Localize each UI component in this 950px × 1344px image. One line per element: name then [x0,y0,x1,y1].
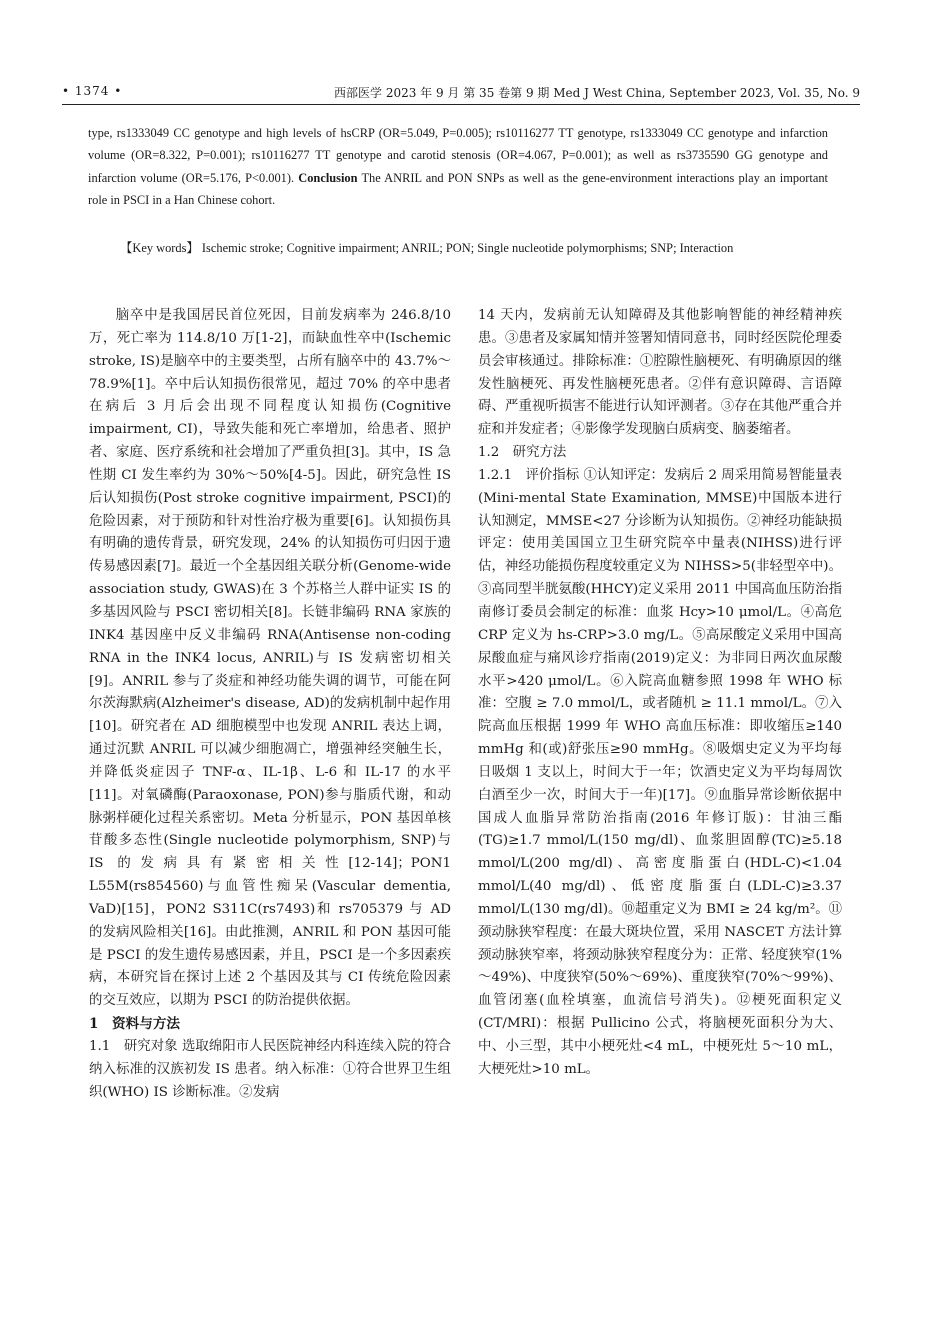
abstract-continuation [88,122,828,212]
subsection-1-1-text: 选取绵阳市人民医院神经内科连续入院的符合纳入标准的汉族初发 IS 患者。纳入标准：①符合世界卫生组织(WHO) IS 诊断标准。②发病 [89,1039,452,1100]
subsection-1-1-title: 1.1 研究对象 [89,1039,178,1054]
keywords-text: Ischemic stroke; Cognitive impairment; ANRIL; PON; Single nucleotide polymorphisms; SNP; Interaction [201,241,734,255]
keywords [88,237,828,259]
subsection-1-2-1-text: ①认知评定：发病后 2 周采用简易智能量表(Mini-mental State Examination, MMSE)中国版本进行认知测定，MMSE<27 分诊断为认知损伤。②神经功能缺损评定：使用美国国立卫生研究院卒中量表(NIHSS)进行评估，神经功能损伤程度较重定义为 NIHSS>5(非轻型卒中)。③高同型半胱氨酸(HHCY)定义采用 2011 中国高血压防治指南修订委员会制定的标准：血浆 Hcy>10 μmol/L。④高危 CRP 定义为 hs-CRP>3.0 mg/L。⑤高尿酸定义采用中国高尿酸血症与痛风诊疗指南(2019)定义：为非同日两次血尿酸水平>420 μmol/L。⑥入院高血糖参照 1998 年 WHO 标准：空腹 ≥ 7.0 mmol/L，或者随机 ≥ 11.1 mmol/L。⑦入院高血压根据 1999 年 WHO 高血压标准：即收缩压≥140 mmHg 和(或)舒张压≥90 mmHg。⑧吸烟史定义为平均每日吸烟 1 支以上，时间大于一年；饮酒史定义为平均每周饮白酒至少一次，时间大于一年)[17]。⑨血脂异常诊断依据中国成人血脂异常防治指南(2016 年修订版)：甘油三酯(TG)≥1.7 mmol/L(150 mg/dl)、血浆胆固醇(TC)≥5.18 mmol/L(200 mg/dl)、高密度脂蛋白(HDL-C)<1.04 mmol/L(40 mg/dl)、低密度脂蛋白(LDL-C)≥3.37 mmol/L(130 mg/dl)。⑩超重定义为 BMI ≥ 24 kg/m²。⑪颈动脉狭窄程度：在最大斑块位置，采用 NASCET 方法计算颈动脉狭窄率，将颈动脉狭窄程度分为：正常、轻度狭窄(1%～49%)、中度狭窄(50%～69%)、重度狭窄(70%～99%)、血管闭塞(血栓填塞，血流信号消失)。⑫梗死面积定义(CT/MRI)：根据 Pullicino 公式，将脑梗死面积分为大、中、小三型，其中小梗死灶<4 mL，中梗死灶 5～10 mL，大梗死灶>10 mL。 [478,467,842,1077]
continued-paragraph: 14 天内，发病前无认知障碍及其他影响智能的神经精神疾患。③患者及家属知情并签署知情同意书，同时经医院伦理委员会审核通过。排除标准：①腔隙性脑梗死、有明确原因的继发性脑梗死、再发性脑梗死患者。②伴有意识障碍、言语障碍、严重视听损害不能进行认知评测者。③存在其他严重合并症和并发症者；④影像学发现脑白质病变、脑萎缩者。 [478,308,842,438]
subsection-1-2-1-title: 1.2.1 评价指标 [478,467,580,483]
running-header [62,84,860,105]
abstract-text-before: type, rs1333049 CC genotype and high levels of hsCRP (OR=5.049, P=0.005); rs10116277 TT genotype, rs1333049 CC genotype and infarction volume (OR=8.322, P=0.001); rs10116277 TT genotype and carotid stenosis (OR=4.067, P=0.001); as well as rs3735590 GG genotype and infarction volume (OR=5.176, P<0.001). [88,126,828,185]
left-column [89,305,451,1105]
abstract-text-after: The ANRIL and PON SNPs as well as the gene-environment interactions play an important role in PSCI in a Han Chinese cohort. [88,170,828,208]
section-1-title: 1 资料与方法 [89,1016,181,1033]
right-column [478,305,842,1082]
keywords-label: 【Key words】 [120,241,199,255]
subsection-1-2-1 [478,465,842,1082]
conclusion-label: Conclusion [298,170,358,185]
introduction-paragraph: 脑卒中是我国居民首位死因，目前发病率为 246.8/10 万，死亡率为 114.8/10 万[1-2]，而缺血性卒中(Ischemic stroke, IS)是脑卒中的主要类型，占所有脑卒中的 43.7%～78.9%[1]。卒中后认知损伤很常见，超过 70% 的卒中患者在病后 3 月后会出现不同程度认知损伤(Cognitive impairment, CI)，导致失能和死亡率增加，给患者、照护者、家庭、医疗系统和社会增加了严重负担[3]。其中，IS 急性期 CI 发生率约为 30%～50%[4-5]。因此，研究急性 IS 后认知损伤(Post stroke cognitive impairment, PSCI)的危险因素，对于预防和针对性治疗极为重要[6]。认知损伤具有明确的遗传背景，研究发现，24% 的认知损伤可归因于遗传易感因素[7]。最近一个全基因组关联分析(Genome-wide association study, GWAS)在 3 个苏格兰人群中证实 IS 的多基因风险与 PSCI 密切相关[8]。长链非编码 RNA 家族的 INK4 基因座中反义非编码 RNA(Antisense non-coding RNA in the INK4 locus, ANRIL)与 IS 发病密切相关[9]。ANRIL 参与了炎症和神经功能失调的调节，可能在阿尔茨海默病(Alzheimer's disease, AD)的发病机制中起作用[10]。研究者在 AD 细胞模型中也发现 ANRIL 表达上调，通过沉默 ANRIL 可以减少细胞凋亡，增强神经突触生长，并降低炎症因子 TNF-α、IL-1β、L-6 和 IL-17 的水平[11]。对氧磷酶(Paraoxonase, PON)参与脂质代谢，和动脉粥样硬化过程关系密切。Meta 分析显示，PON 基因单核苷酸多态性(Single nucleotide polymorphism, SNP)与 IS 的发病具有紧密相关性[12-14]；PON1 L55M(rs854560)与血管性痴呆(Vascular dementia, VaD)[15]，PON2 S311C(rs7493)和 rs705379 与 AD 的发病风险相关[16]。由此推测，ANRIL 和 PON 基因可能是 PSCI 的发生遗传易感因素，并且，PSCI 是一个多因素疾病，本研究旨在探讨上述 2 个基因及其与 CI 传统危险因素的交互效应，以期为 PSCI 的防治提供依据。 [89,308,451,1009]
subsection-1-1 [89,1036,451,1105]
page-number: • 1374 • [62,84,123,98]
journal-citation: 西部医学 2023 年 9 月 第 35 卷第 9 期 Med J West China, September 2023, Vol. 35, No. 9 [334,86,860,100]
subsection-1-2-title: 1.2 研究方法 [478,445,567,461]
